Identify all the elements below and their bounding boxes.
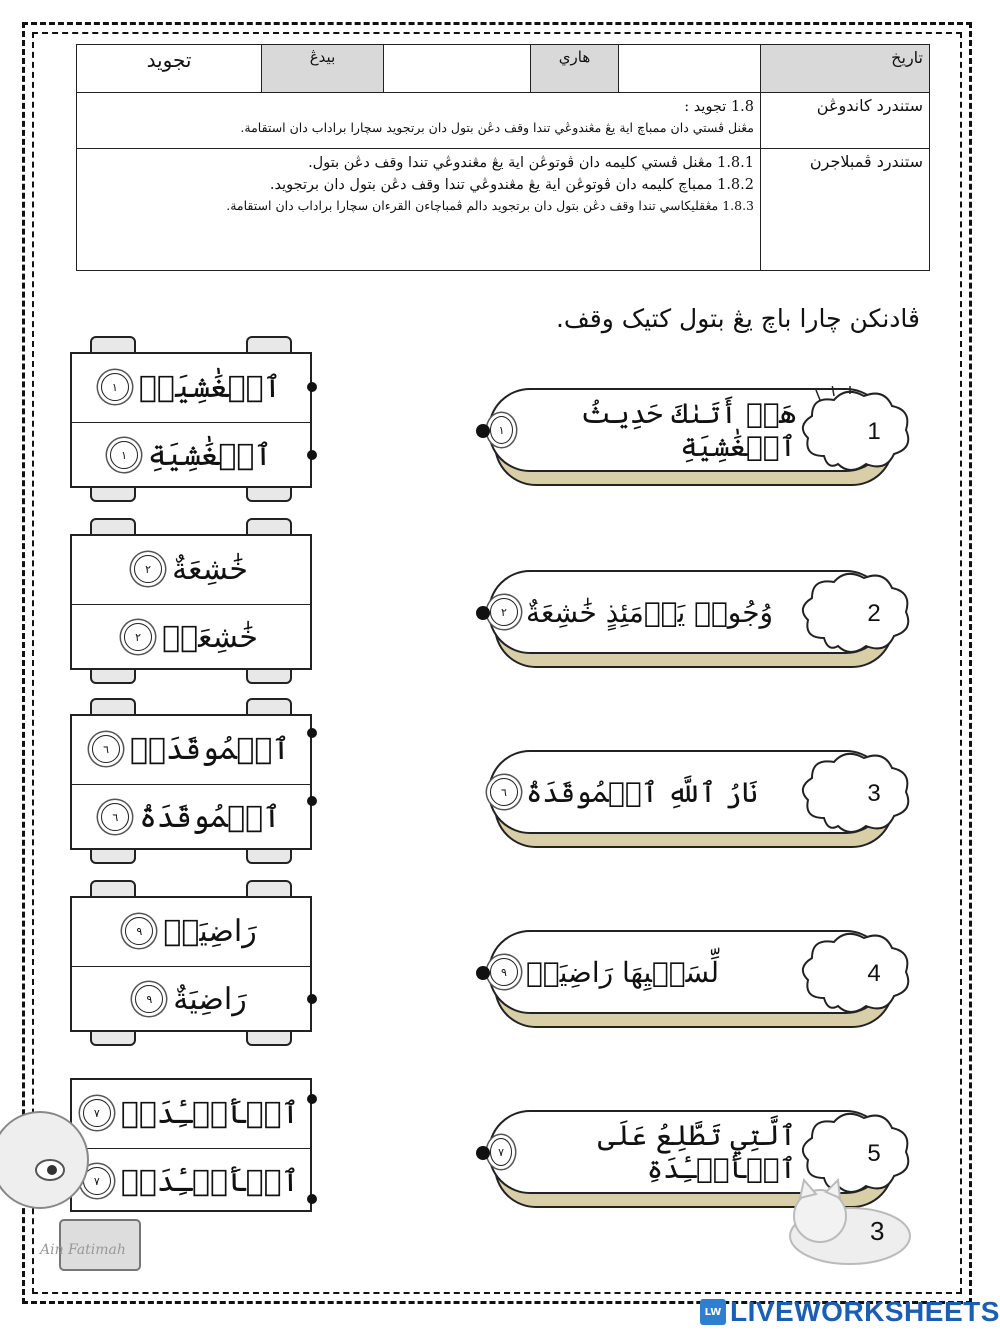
ayah-mark: ١ [490,416,513,444]
connector-dot[interactable] [307,1194,317,1204]
cat-illustration [780,1176,920,1271]
std-pembelajaran-content [77,149,761,271]
std-item-1: 1.8.1 مڠنل ڤستي كليمه دان ڤوتوڠن اية يڠ مڠندوڠي تندا وقف دڠن بتول. [308,155,754,171]
option-card [70,352,312,488]
question-1 [488,388,908,488]
option-4b[interactable] [72,966,310,1032]
question-3 [488,750,908,850]
connector-dot[interactable] [307,450,317,460]
hari-label: هاري [531,45,619,93]
question-number: 1 [867,418,881,445]
connector-dot[interactable] [307,728,317,738]
option-text: رَاضِيَةٌ [173,981,247,1017]
ayah-mark: ٢ [134,555,162,583]
connector-dot[interactable] [307,796,317,806]
option-card [70,896,312,1032]
option-3b[interactable] [72,784,310,850]
question-number: 5 [867,1140,881,1167]
ayah-mark: ٢ [124,623,152,651]
ayah-mark: ٩ [490,958,518,986]
question-text: نَارُ ٱللَّهِ ٱلۡمُوقَدَةُ [526,775,758,809]
option-text: خَٰشِعَهۡ [162,619,258,655]
liveworksheets-logo-icon: LW [700,1299,726,1325]
option-2a[interactable] [72,536,310,602]
connector-dot[interactable] [476,606,490,620]
liveworksheets-brand[interactable] [700,1296,1000,1328]
std-kandungan-content [77,93,761,149]
instruction: ڤادنكن چارا باچ يڠ بتول كتيک وقف. [555,304,920,333]
question-text: لِّسَعۡيِهَا رَاضِيَةٞ [526,955,720,989]
option-4a[interactable] [72,898,310,964]
tarikh-label: تاريخ [761,45,930,93]
std-kandungan-title: ستندرد كاندوڠن [761,93,930,149]
question-2 [488,570,908,670]
question-4 [488,930,908,1030]
std-item-2: 1.8.2 ممباچ كليمه دان ڤوتوڠن اية يڠ مڠندوڠي تندا وقف دڠن بتول دان برتجويد. [269,177,754,193]
option-text: ٱلۡغَٰشِيَهۡ [138,369,282,405]
option-text: ٱلۡغَٰشِيَةِ [148,437,272,473]
std-kandungan-code: 1.8 تجويد : [684,99,754,115]
connector-dot[interactable] [307,1094,317,1104]
hari-value-cell[interactable] [384,45,531,93]
question-number: 2 [867,600,881,627]
std-pembelajaran-title: ستندرد ڤمبلاجرن [761,149,930,271]
option-text: ٱلۡأَفۡـِٔدَةۡ [120,1095,300,1131]
ayah-mark: ٧ [83,1099,111,1127]
option-2b[interactable] [72,604,310,670]
question-text: وُجُوهٞ يَوۡمَئِذٍ خَٰشِعَةٌ [526,595,774,629]
option-text: رَاضِيَةۡ [163,913,257,949]
ayah-mark: ٧ [83,1167,111,1195]
ayah-mark: ٦ [490,778,518,806]
option-text: ٱلۡأَفۡـِٔدَهۡ [120,1163,300,1199]
page-number: 3 [870,1216,885,1246]
question-text: ٱلَّتِي تَطَّلِعُ عَلَى ٱلۡأَفۡـِٔدَةِ [597,1119,796,1185]
option-text: ٱلۡمُوقَدَهۡ [130,731,290,767]
option-1b[interactable] [72,422,310,488]
option-block-3 [70,698,312,834]
option-text: خَٰشِعَةٌ [172,551,248,587]
question-number: 4 [867,960,881,987]
bidang-label: بيدڠ [262,45,384,93]
question-text: هَلۡ أَتَىٰكَ حَدِيثُ ٱلۡغَٰشِيَةِ [580,397,796,463]
std-item-3: 1.8.3 مڠقليكاسي تندا وقف دڠن بتول دان برتجويد دالم ڤمباچاءن القرءان سچارا براداب دان استقامة. [226,198,754,213]
subject-cell: تجويد [77,45,262,93]
ayah-mark: ٩ [125,917,153,945]
liveworksheets-name: LIVEWORKSHEETS [730,1296,1000,1327]
option-3a[interactable] [72,716,310,782]
header-table [76,44,930,271]
connector-dot[interactable] [476,424,490,438]
std-kandungan-text: مڠنل ڤستي دان ممباچ اية يڠ مڠندوڠي تندا وقف دڠن بتول دان برتجويد سچارا براداب دان استقامة. [240,120,754,135]
tarikh-value-cell[interactable] [619,45,761,93]
option-card [70,714,312,850]
connector-dot[interactable] [307,382,317,392]
ayah-mark: ٦ [101,803,129,831]
option-card [70,534,312,670]
option-1a[interactable] [72,354,310,420]
mascot-signature: Ain Fatimah [40,1242,126,1258]
ayah-mark: ١ [101,373,129,401]
option-block-4 [70,880,312,1016]
mascot-illustration [0,1100,150,1280]
connector-dot[interactable] [476,966,490,980]
option-text: ٱلۡمُوقَدَةُ [139,799,281,835]
connector-dot[interactable] [307,994,317,1004]
ayah-mark: ٢ [490,598,518,626]
option-block-1 [70,336,312,472]
ayah-mark: ١ [110,441,138,469]
question-number: 3 [867,780,881,807]
ayah-mark: ٧ [490,1138,512,1166]
ayah-mark: ٦ [92,735,120,763]
connector-dot[interactable] [476,1146,490,1160]
option-block-2 [70,518,312,654]
ayah-mark: ٩ [135,985,163,1013]
